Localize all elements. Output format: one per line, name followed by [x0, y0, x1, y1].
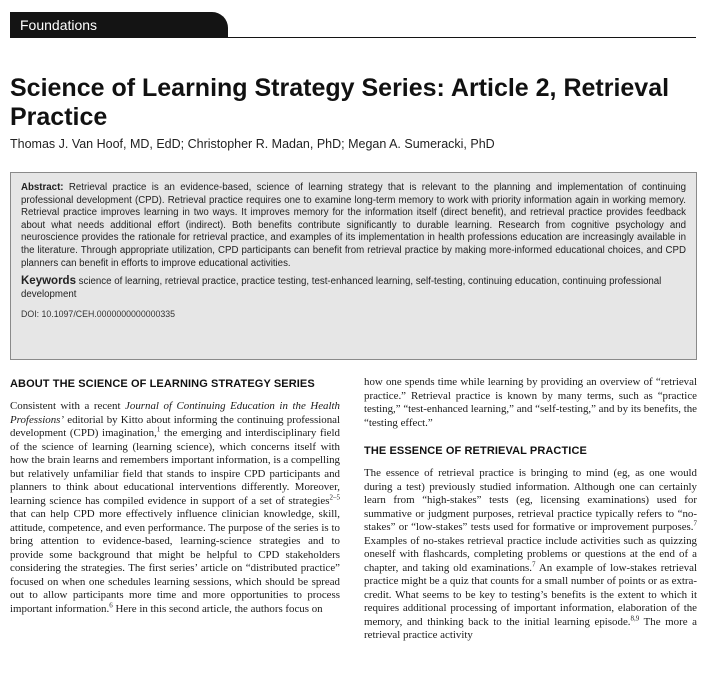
section-heading-essence: THE ESSENCE OF RETRIEVAL PRACTICE: [364, 445, 587, 457]
author-list: Thomas J. Van Hoof, MD, EdD; Christopher R. Madan, PhD; Megan A. Sumeracki, PhD: [10, 137, 495, 151]
abstract-paragraph: [21, 182, 686, 270]
text-run: Examples of no-stakes retrieval practice include activities such as quizzing oneself with flashcards, completing problems or questions at the end of a chapter, and taking old examinations.: [364, 534, 697, 574]
body-paragraph-series: [10, 400, 340, 616]
section-tab: Foundations: [10, 12, 228, 38]
text-run: An example of low-stakes retrieval practice might be a quiz that counts for a small number of points or as extra-credit. What seems to be key to testing’s benefits is the extent to which it requires additional processing of important information, elaboration of the memory, and thinking back to the initial learning episode.: [364, 561, 697, 628]
text-run: Here in this second article, the authors focus on: [112, 602, 323, 615]
left-column: [10, 378, 340, 616]
text-run: the emerging and interdisciplinary field of the science of learning (learning science), which concerns itself with how the brain learns and remembers important information, is a compelling but relatively unfamiliar field that stands to inspire CPD participants and planners to think about educational interventions differently. Moreover, learning science has compiled evidence in support of a set of strategies: [10, 427, 340, 507]
article-title: Science of Learning Strategy Series: Article 2, Retrieval Practice: [10, 74, 670, 131]
text-run: that can help CPD more effectively influence clinician knowledge, skill, attitude, competence, and even performance. The purpose of the series is to bring attention to evidence-based, learning-science strategies and to provide some background that might be helpful to CPD stakeholders considering the strategies. The first series’ article on “distributed practice” focused on when one schedules learning sessions, which should be spread out to allow participants more time and more opportunities to process important information.: [10, 508, 340, 615]
body-paragraph-essence: [364, 467, 697, 643]
keywords-paragraph: [21, 275, 686, 301]
journal-name: Journal of Continuing Education in the Health Professions’: [10, 400, 340, 426]
text-run: editorial by Kitto about informing the continuing professional development (CPD) imagination,: [10, 413, 340, 439]
citation-ref: 8,9: [630, 613, 640, 622]
section-heading-series: ABOUT THE SCIENCE OF LEARNING STRATEGY SERIES: [10, 378, 315, 390]
citation-ref: 2–5: [329, 492, 340, 501]
text-run: The more a retrieval practice activity: [364, 615, 697, 641]
citation-ref: 6: [109, 600, 113, 609]
citation-ref: 7: [531, 559, 536, 568]
abstract-text: Retrieval practice is an evidence-based, science of learning strategy that is relevant to the planning and implementation of continuing professional development (CPD). Retrieval practice requires one to examine long-term memory to work with priority information again in working memory. Retrieval practice improves learning in two ways. It improves memory for the information itself (direct benefit), and retrieval practice provides feedback about what needs additional effort (indirect). Both benefits contribute significantly to durable learning. Research from cognitive psychology and neuroscience provides the rationale for retrieval practice, and examples of its implementation in health professions education are increasingly available in the literature. Through appropriate utilization, CPD participants can benefit from retrieval practice by making more-informed educational choices, and CPD planners can benefit in efforts to improve educational activities.: [21, 182, 686, 269]
citation-ref: 1: [156, 425, 161, 434]
text-run: Consistent with a recent: [10, 400, 126, 412]
abstract-box: [10, 172, 697, 360]
citation-ref: 7: [693, 519, 697, 528]
keywords-label: Keywords: [21, 275, 76, 288]
text-run: The essence of retrieval practice is bringing to mind (eg, as one would during a test) previously studied information. Although one can certainly learn from “high-stakes” tests (eg, licensing examinations) used for summative or judgment purposes, retrieval practice typically refers to “no-stakes” or “low-stakes” tests used for formative or improvement purposes.: [364, 467, 697, 533]
body-paragraph-continuation: how one spends time while learning by providing an overview of “retrieval practice.” Retrieval practice is known by many terms, such as “practice testing,” “test-enhanced learning,” and “self-testing,” and by its benefits, the “testing effect.”: [364, 376, 697, 429]
keywords-text: science of learning, retrieval practice, practice testing, test-enhanced learning, self-testing, continuing education, continuing professional development: [21, 276, 662, 300]
doi: DOI: 10.1097/CEH.0000000000000335: [21, 309, 176, 320]
header-rule: [10, 37, 696, 38]
abstract-label: Abstract:: [21, 182, 64, 193]
right-column: [364, 376, 697, 643]
